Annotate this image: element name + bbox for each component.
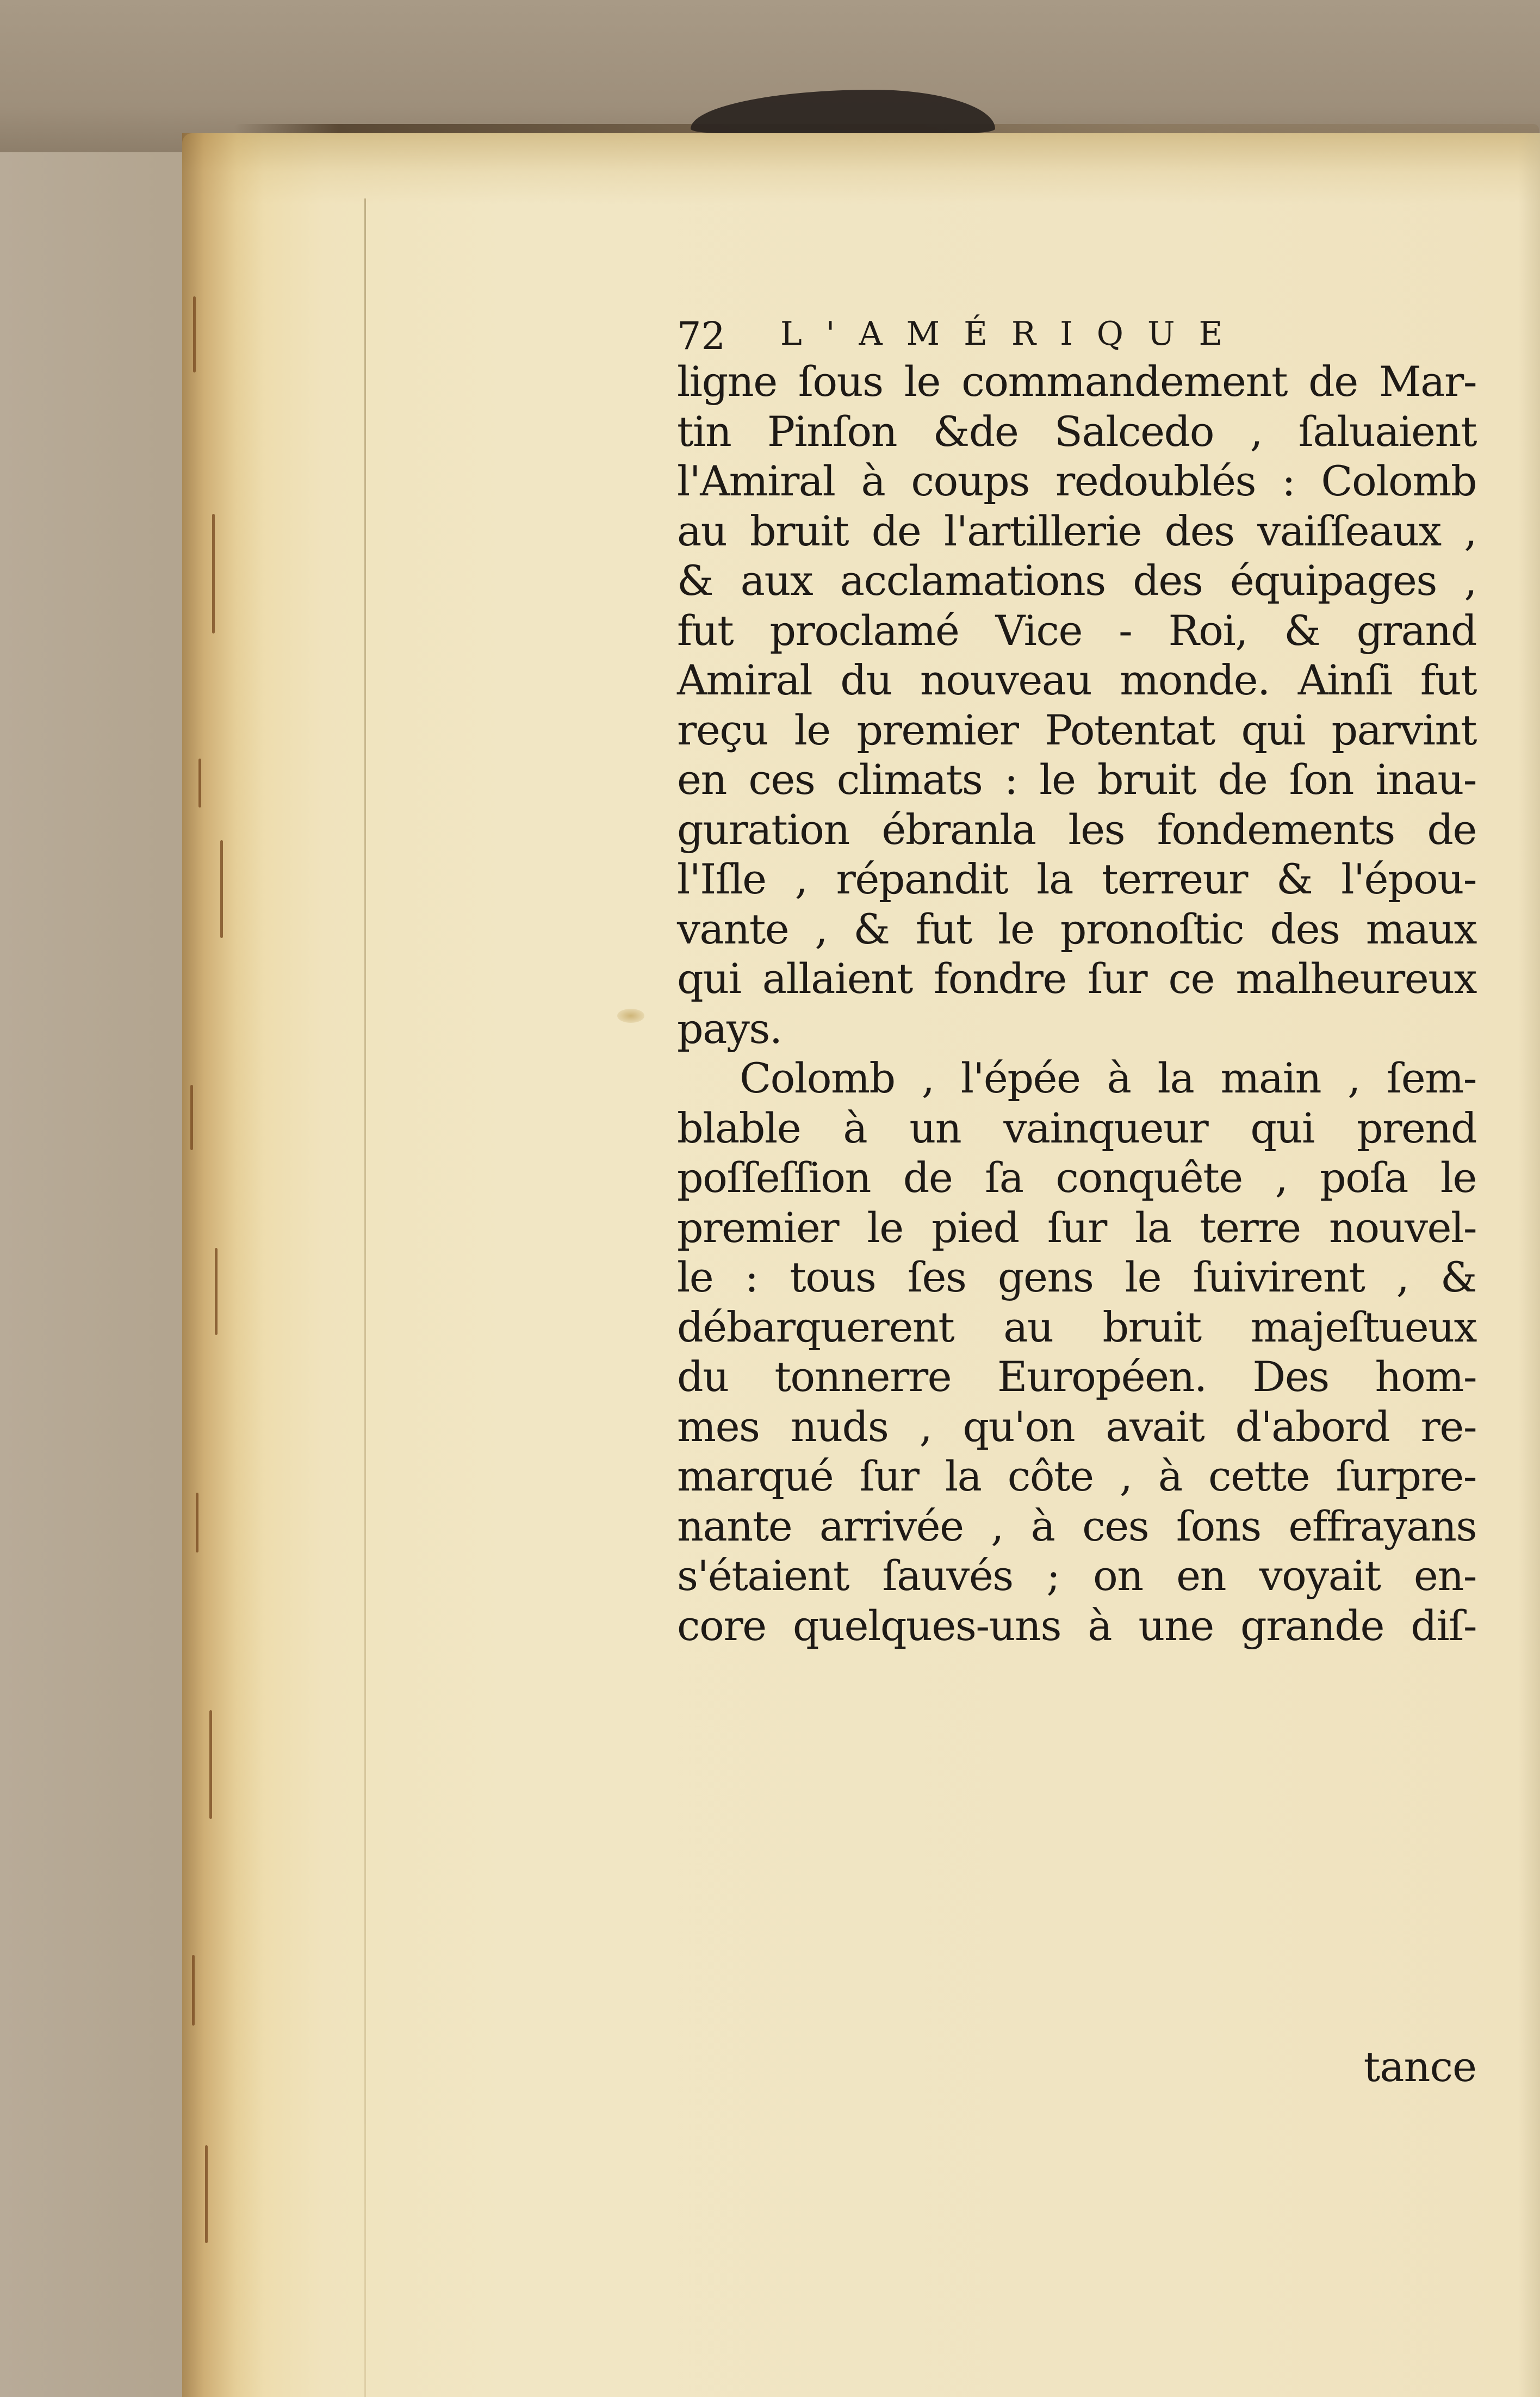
page-top-foxing — [182, 133, 1540, 204]
text-line: Amiral du nouveau monde. Ainſi fut — [677, 656, 1476, 704]
edge-crack — [215, 1248, 218, 1335]
text-line: le : tous ſes gens le ſuivirent , & — [677, 1253, 1476, 1301]
text-line: mes nuds , qu'on avait d'abord re- — [677, 1402, 1476, 1451]
edge-crack — [196, 1493, 198, 1553]
text-line: l'Iſle , répandit la terreur & l'épou- — [677, 855, 1476, 903]
page-left-edge-wear — [182, 133, 264, 2397]
text-line: débarquerent au bruit majeſtueux — [677, 1302, 1476, 1351]
text-line: l'Amiral à coups redoublés : Colomb — [677, 457, 1476, 505]
text-line: & aux acclamations des équipages , — [677, 556, 1476, 605]
edge-crack — [212, 514, 215, 634]
edge-crack — [192, 1955, 195, 2026]
running-head — [677, 305, 1476, 357]
page-right-edge — [1518, 133, 1540, 2397]
edge-crack — [193, 296, 196, 372]
text-line: tin Pinſon &de Salcedo , ſaluaient — [677, 407, 1476, 456]
gutter-fold-line — [364, 198, 366, 2397]
text-line: au bruit de l'artillerie des vaiſſeaux , — [677, 506, 1476, 555]
text-line: core quelques-uns à une grande diſ- — [677, 1601, 1476, 1650]
text-line: vante , & fut le pronoſtic des maux — [677, 904, 1476, 953]
text-line: fut proclamé Vice - Roi, & grand — [677, 606, 1476, 655]
text-line: marqué ſur la côte , à cette ſurpre- — [677, 1452, 1476, 1500]
text-line: blable à un vainqueur qui prend — [677, 1103, 1476, 1152]
page-number: 72 — [677, 314, 726, 358]
edge-crack — [220, 840, 223, 938]
text-line-paragraph-start: Colomb , l'épée à la main , ſem- — [740, 1054, 1476, 1102]
edge-crack — [205, 2145, 208, 2243]
text-line: s'étaient ſauvés ; on en voyait en- — [677, 1551, 1476, 1600]
running-title: L'AMÉRIQUE — [780, 315, 1247, 353]
text-line: nante arrivée , à ces ſons effrayans — [677, 1501, 1476, 1550]
text-line: pays. — [677, 1004, 782, 1053]
text-line: premier le pied ſur la terre nouvel- — [677, 1203, 1476, 1252]
text-line: poſſeſſion de ſa conquête , poſa le — [677, 1153, 1476, 1202]
edge-crack — [209, 1710, 212, 1819]
text-line: reçu le premier Potentat qui parvint — [677, 705, 1476, 754]
catchword: tance — [1363, 2042, 1476, 2091]
text-line: du tonnerre Européen. Des hom- — [677, 1352, 1476, 1401]
edge-crack — [198, 759, 201, 808]
text-line: qui allaient fondre ſur ce malheureux — [677, 954, 1476, 1003]
text-line: en ces climats : le bruit de ſon inau- — [677, 755, 1476, 804]
text-line: guration ébranla les fondements de — [677, 805, 1476, 854]
paper-stain — [617, 1009, 644, 1023]
edge-crack — [190, 1085, 193, 1150]
text-line: ligne ſous le commandement de Mar- — [677, 357, 1476, 406]
text-block — [677, 305, 1476, 2091]
body-text — [677, 357, 1476, 1650]
